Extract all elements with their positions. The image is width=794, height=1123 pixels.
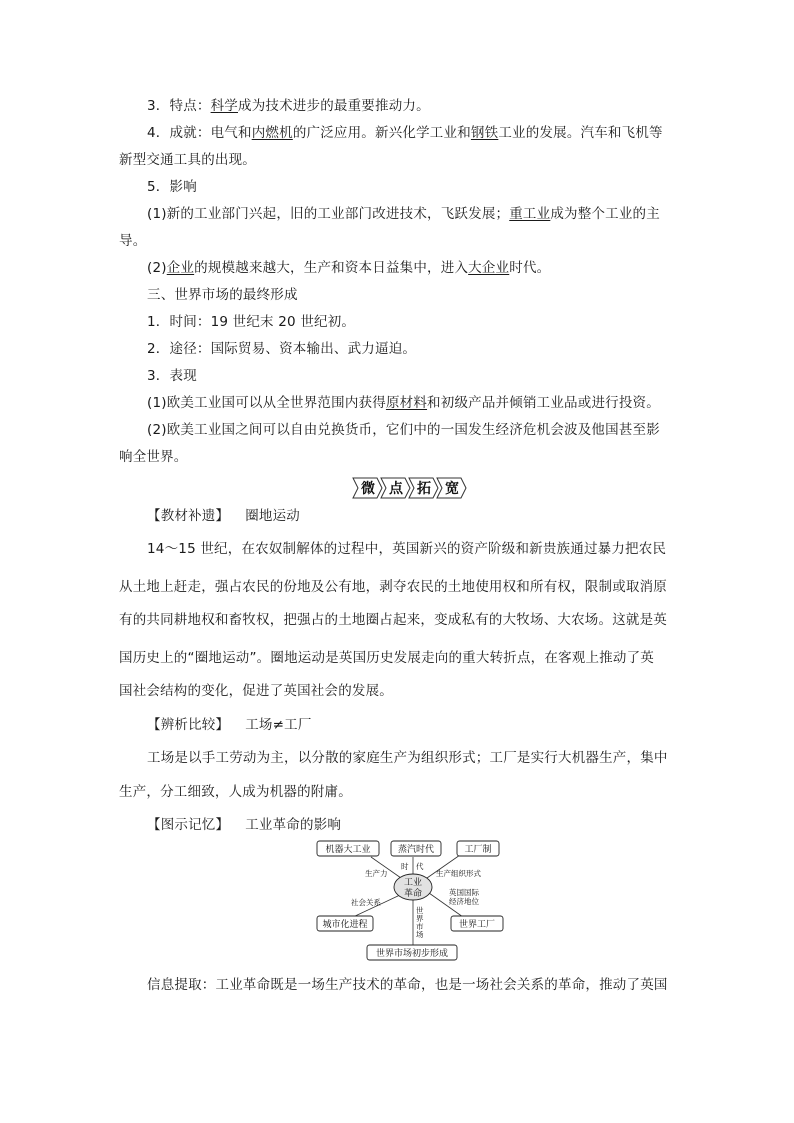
impact-2-keyword-1: 企业 — [166, 260, 195, 276]
banner-char-4: 宽 — [445, 481, 459, 497]
edge-label-organization: 生产组织形式 — [436, 869, 481, 878]
enclosure-line-2: 从土地上赶走，强占农民的份地及公有地，剥夺农民的土地使用权和所有权，限制或取消原 — [119, 579, 667, 595]
achievement-line-2: 新型交通工具的出现。 — [119, 152, 256, 168]
section-3-show-2-line-1: (2)欧美工业国之间可以自由兑换货币，它们中的一国发生经济危机会波及他国甚至影 — [147, 422, 660, 438]
enclosure-line-1: 14～15 世纪，在农奴制解体的过程中，英国新兴的资产阶级和新贵族通过暴力把农民 — [147, 541, 667, 557]
achievement-line-1 — [147, 123, 663, 143]
info-line: 信息提取：工业革命既是一场生产技术的革命，也是一场社会关系的革命，推动了英国 — [147, 977, 668, 993]
section-3-show-2-line-2: 响全世界。 — [119, 449, 188, 465]
enclosure-tag: 【教材补遗】 — [147, 508, 230, 524]
impact-1-text-b: 成为整个工业的主 — [550, 206, 660, 222]
industrial-revolution-diagram — [313, 835, 508, 965]
banner-char-2: 点 — [389, 481, 403, 497]
section-banner — [351, 476, 469, 500]
impact-1-text-a: (1)新的工业部门兴起，旧的工业部门改进技术，飞跃发展； — [147, 206, 510, 222]
achievement-keyword-steel: 钢铁 — [470, 125, 499, 141]
section-3-show-title: 3．表现 — [147, 368, 197, 384]
edge-label-intl-2: 经济地位 — [449, 897, 479, 906]
box-market-label: 世界市场初步形成 — [375, 949, 449, 959]
banner-char-3: 拓 — [417, 481, 431, 497]
achievement-text-b: 的广泛应用。新兴化学工业和 — [292, 125, 471, 141]
impact-1-line-2: 导。 — [119, 233, 147, 249]
edge-label-era-1: 时 — [401, 862, 409, 871]
achievement-text-a: 4．成就：电气和 — [147, 125, 252, 141]
box-machine-label: 机器大工业 — [325, 845, 371, 855]
box-factory-label: 工厂制 — [464, 845, 492, 855]
edge-label-wm-4: 场 — [416, 930, 424, 939]
banner-char-1: 微 — [361, 481, 375, 497]
compare-heading — [147, 715, 312, 735]
enclosure-line-5: 国社会结构的变化，促进了英国社会的发展。 — [119, 683, 393, 699]
edge-label-productivity: 生产力 — [365, 869, 388, 878]
box-workshop-label: 世界工厂 — [458, 920, 496, 930]
memory-tag: 【图示记忆】 — [147, 817, 230, 833]
center-label-1: 工业 — [403, 878, 423, 888]
impact-2-text: 的规模越来越大，生产和资本日益集中，进入 — [194, 260, 469, 276]
memory-title: 工业革命的影响 — [245, 817, 342, 833]
impact-2-line — [147, 258, 550, 278]
enclosure-line-3: 有的共同耕地权和畜牧权，把强占的土地圈占起来，变成私有的大牧场、大农场。这就是英 — [119, 612, 667, 628]
box-steam-label: 蒸汽时代 — [397, 845, 435, 855]
edge-label-wm-2: 界 — [416, 914, 424, 923]
compare-line-1: 工场是以手工劳动为主，以分散的家庭生产为组织形式；工厂是实行大机器生产，集中 — [147, 750, 668, 766]
impact-title: 5．影响 — [147, 179, 197, 195]
enclosure-heading — [147, 506, 300, 526]
show-1-keyword: 原材料 — [385, 395, 428, 411]
trait-number: 3．特点： — [147, 98, 211, 114]
trait-keyword: 科学 — [210, 98, 238, 114]
enclosure-title: 圈地运动 — [245, 508, 301, 524]
impact-2-prefix: (2) — [147, 260, 167, 276]
section-3-way: 2．途径：国际贸易、资本输出、武力逼迫。 — [147, 341, 417, 357]
achievement-keyword-engine: 内燃机 — [251, 125, 293, 141]
trait-text: 成为技术进步的最重要推动力。 — [238, 98, 430, 114]
impact-2-keyword-2: 大企业 — [468, 260, 510, 276]
edge-label-social: 社会关系 — [351, 898, 381, 907]
section-3-time: 1．时间：19 世纪末 20 世纪初。 — [147, 314, 356, 330]
edge-label-era-2: 代 — [416, 862, 424, 871]
impact-1-keyword: 重工业 — [509, 206, 551, 222]
edge-label-intl-1: 英国国际 — [449, 888, 479, 897]
show-1-text-b: 和初级产品并倾销工业品或进行投资。 — [427, 395, 660, 411]
trait-line — [147, 96, 430, 116]
box-urban-label: 城市化进程 — [322, 920, 368, 930]
impact-1-line-1 — [147, 204, 660, 224]
compare-line-2: 生产，分工细致，人成为机器的附庸。 — [119, 784, 352, 800]
memory-heading — [147, 815, 341, 835]
center-label-2: 革命 — [403, 889, 423, 899]
impact-2-suffix: 时代。 — [509, 260, 551, 276]
section-3-title: 三、世界市场的最终形成 — [147, 287, 298, 303]
achievement-text-c: 工业的发展。汽车和飞机等 — [498, 125, 663, 141]
edge-label-wm-3: 市 — [416, 922, 424, 931]
compare-tag: 【辨析比较】 — [147, 717, 230, 733]
edge-label-wm-1: 世 — [416, 906, 424, 915]
compare-title: 工场≠工厂 — [245, 717, 312, 733]
section-3-show-1 — [147, 393, 660, 413]
enclosure-line-4: 国历史上的“圈地运动”。圈地运动是英国历史发展走向的重大转折点，在客观上推动了英 — [119, 650, 654, 666]
show-1-text-a: (1)欧美工业国可以从全世界范围内获得 — [147, 395, 386, 411]
